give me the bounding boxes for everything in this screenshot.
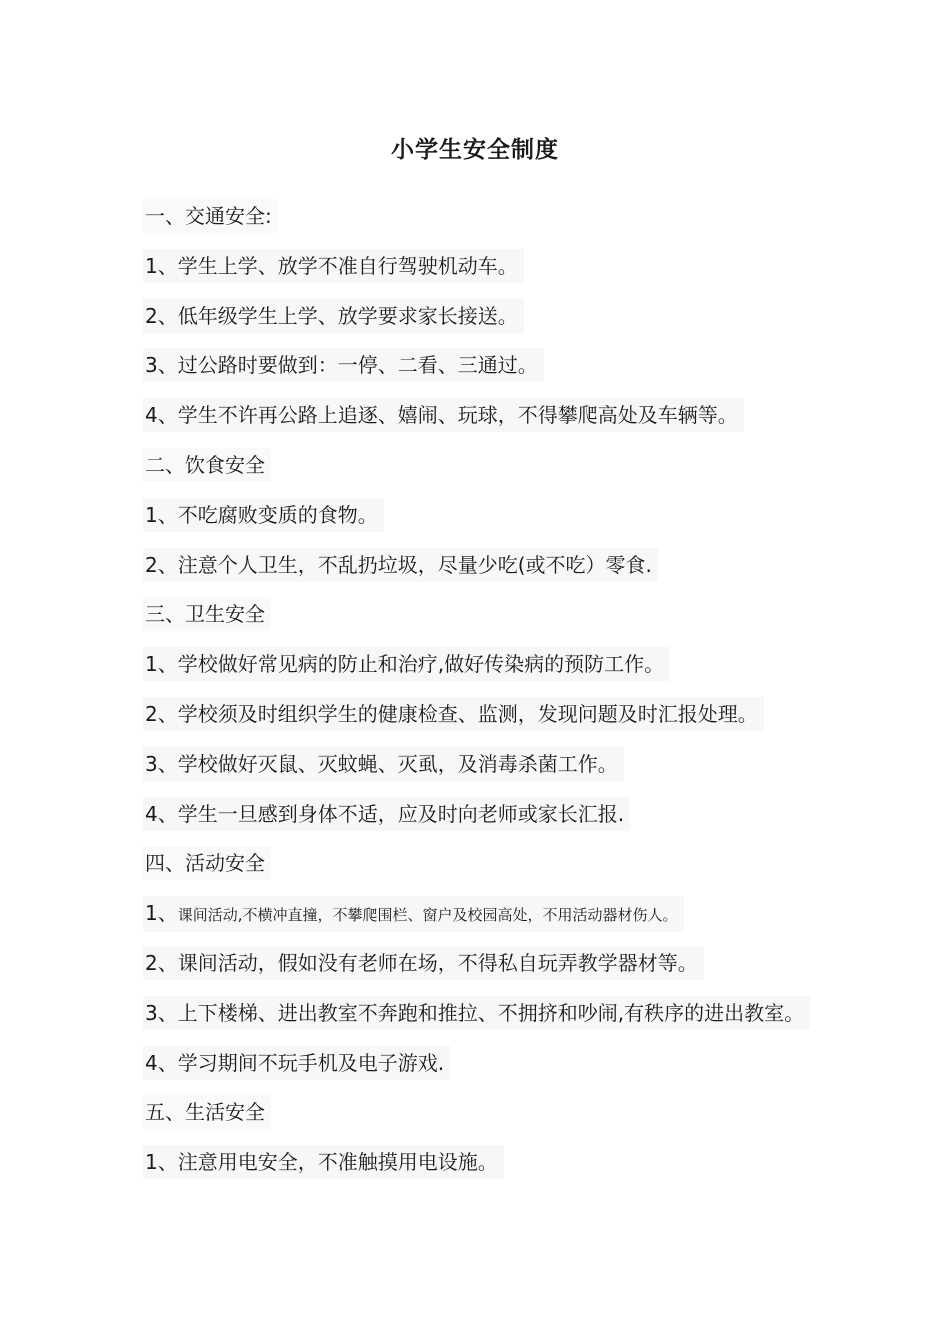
- line-text: 1、注意用电安全，不准触摸用电设施。: [143, 1145, 504, 1179]
- paragraph-line: [143, 697, 843, 747]
- small-text: 课间活动,不横冲直撞，不攀爬围栏、窗户及校园高处，不用活动器材伤人。: [177, 906, 678, 925]
- paragraph-line: [143, 797, 843, 847]
- line-text: 4、学生不许再公路上追逐、嬉闹、玩球，不得攀爬高处及车辆等。: [143, 398, 744, 432]
- paragraph-line: [143, 1145, 843, 1195]
- paragraph-line: [143, 398, 843, 448]
- line-text: 二、饮食安全: [143, 448, 271, 482]
- line-text: 3、学校做好灭鼠、灭蚊蝇、灭虱，及消毒杀菌工作。: [143, 747, 624, 781]
- line-text: 2、学校须及时组织学生的健康检查、监测，发现问题及时汇报处理。: [143, 697, 764, 731]
- section-heading-traffic: [143, 199, 843, 249]
- section-heading-hygiene: [143, 597, 843, 647]
- line-text: 四、活动安全: [143, 846, 271, 880]
- paragraph-line: [143, 896, 843, 946]
- paragraph-line: [143, 946, 843, 996]
- line-text: 2、低年级学生上学、放学要求家长接送。: [143, 299, 524, 333]
- paragraph-line: [143, 498, 843, 548]
- paragraph-line: [143, 1046, 843, 1096]
- line-text: 五、生活安全: [143, 1095, 271, 1129]
- section-heading-food: [143, 448, 843, 498]
- section-heading-daily-life: [143, 1095, 843, 1145]
- document-body: [143, 199, 843, 1195]
- line-text: 4、学生一旦感到身体不适，应及时向老师或家长汇报.: [143, 797, 630, 831]
- line-text: 2、注意个人卫生，不乱扔垃圾，尽量少吃(或不吃）零食.: [143, 548, 658, 582]
- line-text: 3、上下楼梯、进出教室不奔跑和推拉、不拥挤和吵闹,有秩序的进出教室。: [143, 996, 810, 1030]
- section-heading-activity: [143, 846, 843, 896]
- paragraph-line: [143, 996, 843, 1046]
- line-text: 三、卫生安全: [143, 597, 271, 631]
- line-text: 4、学习期间不玩手机及电子游戏.: [143, 1046, 450, 1080]
- line-text: 一、交通安全:: [143, 199, 278, 233]
- paragraph-line: [143, 249, 843, 299]
- line-number: 1、: [145, 901, 178, 926]
- document-title: 小学生安全制度: [391, 137, 559, 163]
- line-text: 1、不吃腐败变质的食物。: [143, 498, 384, 532]
- paragraph-line: [143, 747, 843, 797]
- paragraph-line: [143, 348, 843, 398]
- paragraph-line: [143, 548, 843, 598]
- line-text: [143, 896, 684, 932]
- line-text: 1、学生上学、放学不准自行驾驶机动车。: [143, 249, 524, 283]
- line-text: 2、课间活动，假如没有老师在场，不得私自玩弄教学器材等。: [143, 946, 704, 980]
- paragraph-line: [143, 647, 843, 697]
- paragraph-line: [143, 299, 843, 349]
- line-text: 1、学校做好常见病的防止和治疗,做好传染病的预防工作。: [143, 647, 670, 681]
- line-text: 3、过公路时要做到：一停、二看、三通过。: [143, 348, 544, 382]
